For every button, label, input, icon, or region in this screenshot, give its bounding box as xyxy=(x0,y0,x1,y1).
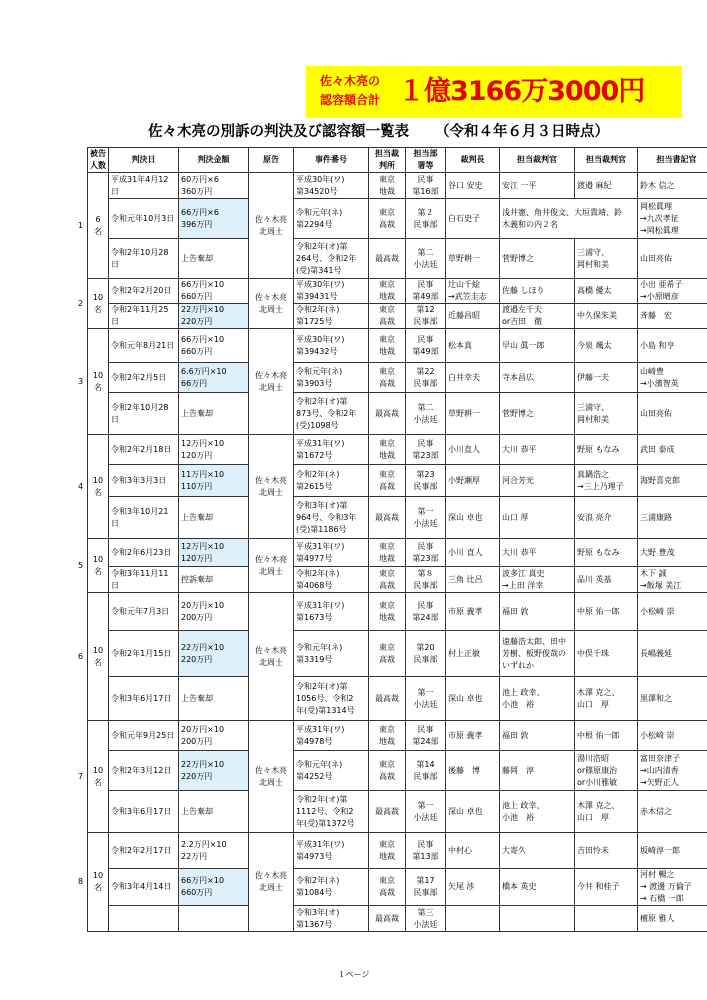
case-number: 平成31年(ワ) 第4973号 xyxy=(294,833,369,869)
group-index: 1 xyxy=(78,220,84,230)
judgment-date: 令和3年4月14日 xyxy=(109,869,179,906)
judge: 木澤 克之、 山口 厚 xyxy=(575,791,638,833)
clerk: 木下 誠 →飯塚 美江 xyxy=(638,567,707,593)
court: 東京 高裁 xyxy=(369,465,406,497)
presiding-judge: 深山 卓也 xyxy=(446,791,500,833)
court: 最高裁 xyxy=(369,393,406,435)
judge: 大川 恭平 xyxy=(500,435,575,465)
group-index: 7 xyxy=(78,771,84,781)
case-number: 令和2年(オ)第 264号、令和2年 (受)第341号 xyxy=(294,239,369,279)
department: 第２ 民事部 xyxy=(406,199,446,239)
court: 東京 地裁 xyxy=(369,435,406,465)
column-header: 裁判長 xyxy=(446,148,500,173)
judge: 安浪 亮介 xyxy=(575,497,638,539)
presiding-judge: 三角 比呂 xyxy=(446,567,500,593)
clerk: 山田亮佑 xyxy=(638,393,707,435)
banner-label-line1: 佐々木亮の xyxy=(319,74,380,88)
department: 民事 第49部 xyxy=(406,279,446,304)
judge: 早山 眞一郎 xyxy=(500,329,575,363)
clerk: 鈴木 信之 xyxy=(638,173,707,199)
table-row xyxy=(88,199,707,239)
judge: 寺本昌広 xyxy=(500,363,575,393)
department: 第22 民事部 xyxy=(406,363,446,393)
defendant-count: 10 名 xyxy=(92,645,104,667)
judge: 中久保朱美 xyxy=(575,304,638,329)
clerk: 赤木信之 xyxy=(638,791,707,833)
department: 第三 小法廷 xyxy=(406,906,446,932)
plaintiff: 佐々木亮 北周士 xyxy=(249,173,294,279)
judgment-amount: 66万円×10 660万円 xyxy=(179,279,249,304)
judge: 山口 厚 xyxy=(500,497,575,539)
department: 第二 小法廷 xyxy=(406,239,446,279)
court: 最高裁 xyxy=(369,677,406,721)
judge: 渡邉左千夫 or吉田 徹 xyxy=(500,304,575,329)
judgment-date: 令和3年10月21日 xyxy=(109,497,179,539)
judge: 橋本 英史 xyxy=(500,869,575,906)
defendant-count-cell xyxy=(78,593,109,721)
case-number: 平成31年(ワ) 第4978号 xyxy=(294,721,369,751)
judgment-date: 令和2年2月5日 xyxy=(109,363,179,393)
judge: 中俣千珠 xyxy=(575,631,638,677)
column-header: 被告 人数 xyxy=(88,148,109,173)
table-header-row xyxy=(88,148,707,173)
clerk: 小松崎 崇 xyxy=(638,593,707,631)
court: 東京 地裁 xyxy=(369,173,406,199)
defendant-count: 10 名 xyxy=(92,871,104,892)
defendant-count-cell xyxy=(78,329,109,435)
department: 民事 第13部 xyxy=(406,833,446,869)
group-index: 4 xyxy=(78,481,84,491)
clerk: 長嶋義延 xyxy=(638,631,707,677)
judgment-amount: 2.2万円×10 22万円 xyxy=(179,833,249,869)
presiding-judge: 市原 義孝 xyxy=(446,593,500,631)
judgment-amount: 上告棄却 xyxy=(179,677,249,721)
judge: 藤岡 淳 xyxy=(500,751,575,791)
department: 民事 第23部 xyxy=(406,435,446,465)
defendant-count-cell xyxy=(78,279,109,329)
column-header: 判決金額 xyxy=(179,148,249,173)
column-header: 事件番号 xyxy=(294,148,369,173)
presiding-judge: 小川 直人 xyxy=(446,539,500,567)
judgment-date: 令和2年11月25日 xyxy=(109,304,179,329)
case-number: 平成30年(ワ) 第39431号 xyxy=(294,279,369,304)
table-row xyxy=(88,173,707,199)
table-row xyxy=(88,567,707,593)
judge: 安江 一平 xyxy=(500,173,575,199)
court: 東京 地裁 xyxy=(369,721,406,751)
court: 東京 高裁 xyxy=(369,751,406,791)
department: 第20 民事部 xyxy=(406,631,446,677)
table-row xyxy=(88,906,707,932)
judgment-amount: 上告棄却 xyxy=(179,497,249,539)
clerk: 武田 泰成 xyxy=(638,435,707,465)
clerk: 海野喜克郎 xyxy=(638,465,707,497)
judgment-date: 令和2年10月28日 xyxy=(109,239,179,279)
presiding-judge: 村上正敏 xyxy=(446,631,500,677)
defendant-count: 10 名 xyxy=(92,475,104,497)
judgment-amount: 控訴棄却 xyxy=(179,567,249,593)
department: 民事 第24部 xyxy=(406,721,446,751)
group-index: 6 xyxy=(78,651,84,661)
judgment-date: 令和2年2月20日 xyxy=(109,279,179,304)
department: 第23 民事部 xyxy=(406,465,446,497)
judge: 河合芳光 xyxy=(500,465,575,497)
clerk: 小島 和亨 xyxy=(638,329,707,363)
judge: 池上 政幸、 小池 裕 xyxy=(500,791,575,833)
case-number: 令和3年(オ) 第1367号 xyxy=(294,906,369,932)
title-date: （令和４年６月３日時点） xyxy=(435,124,609,140)
court: 最高裁 xyxy=(369,906,406,932)
judgment-date: 令和3年3月3日 xyxy=(109,465,179,497)
court: 東京 高裁 xyxy=(369,199,406,239)
table-row xyxy=(88,304,707,329)
judgment-date: 令和3年11月11日 xyxy=(109,567,179,593)
plaintiff: 佐々木亮 北周士 xyxy=(249,833,294,932)
presiding-judge: 深山 卓也 xyxy=(446,497,500,539)
judge: 福田 敦 xyxy=(500,593,575,631)
table-row xyxy=(88,497,707,539)
plaintiff: 佐々木亮 北周士 xyxy=(249,279,294,329)
judge: 佐藤 しほり xyxy=(500,279,575,304)
judge: 高橋 優太 xyxy=(575,279,638,304)
clerk: 河村 暢之 → 渡邊 万倫子 → 石橋 一郎 xyxy=(638,869,707,906)
clerk: 富田奈津子 →山内清香 →矢野正人 xyxy=(638,751,707,791)
judgment-date: 令和元年10月3日 xyxy=(109,199,179,239)
column-header: 担当部 署等 xyxy=(406,148,446,173)
judge: 池上 政幸、 小池 裕 xyxy=(500,677,575,721)
judge: 大寄久 xyxy=(500,833,575,869)
case-number: 平成30年(ワ) 第34520号 xyxy=(294,173,369,199)
judgment-date: 平成31年4月12日 xyxy=(109,173,179,199)
department: 第17 民事部 xyxy=(406,869,446,906)
department: 第12 民事部 xyxy=(406,304,446,329)
court: 東京 高裁 xyxy=(369,869,406,906)
department: 第８ 民事部 xyxy=(406,567,446,593)
clerk: 黒澤和之 xyxy=(638,677,707,721)
case-number: 令和2年(オ)第 873号、令和2年 (受)1098号 xyxy=(294,393,369,435)
judgment-date: 令和元年9月25日 xyxy=(109,721,179,751)
group-index: 8 xyxy=(78,877,84,886)
table-row xyxy=(88,363,707,393)
presiding-judge: 草野耕一 xyxy=(446,239,500,279)
case-number: 令和2年(ネ) 第1725号 xyxy=(294,304,369,329)
judgment-date: 令和2年2月17日 xyxy=(109,833,179,869)
case-number: 令和元年(ネ) 第3319号 xyxy=(294,631,369,677)
judgment-amount: 上告棄却 xyxy=(179,239,249,279)
plaintiff: 佐々木亮 北周士 xyxy=(249,593,294,721)
case-number: 平成30年(ワ) 第39432号 xyxy=(294,329,369,363)
department: 第二 小法廷 xyxy=(406,393,446,435)
judgment-date: 令和2年2月18日 xyxy=(109,435,179,465)
judgment-date: 令和元年8月21日 xyxy=(109,329,179,363)
case-number: 令和3年(オ)第 964号、令和3年 (受)第1186号 xyxy=(294,497,369,539)
defendant-count: 10 名 xyxy=(92,292,104,314)
defendant-count-cell xyxy=(78,833,109,932)
column-header: 担当裁判官 xyxy=(500,148,575,173)
judgment-date: 令和元年7月3日 xyxy=(109,593,179,631)
judgment-date: 令和3年6月17日 xyxy=(109,791,179,833)
column-header: 原告 xyxy=(249,148,294,173)
case-number: 令和2年(オ)第 1056号、令和2 年(受)第1314号 xyxy=(294,677,369,721)
judgment-amount: 60万円×6 360万円 xyxy=(179,173,249,199)
judge: 浅井憲、角井俊文、大垣貴靖、鈴 木義和の内２名 xyxy=(500,199,638,239)
group-index: 3 xyxy=(78,376,84,386)
clerk: 三浦康路 xyxy=(638,497,707,539)
defendant-count: 10 名 xyxy=(92,554,104,576)
judgment-date: 令和3年6月17日 xyxy=(109,677,179,721)
case-number: 令和元年(ネ) 第2294号 xyxy=(294,199,369,239)
judgment-date: 令和2年1月15日 xyxy=(109,631,179,677)
judgment-amount: 11万円×10 110万円 xyxy=(179,465,249,497)
court: 東京 高裁 xyxy=(369,363,406,393)
department: 第一 小法廷 xyxy=(406,497,446,539)
table-row xyxy=(88,539,707,567)
title-main: 佐々木亮の別訴の判決及び認容額一覧表 xyxy=(148,124,409,140)
judge: 今井 和桂子 xyxy=(575,869,638,906)
group-index: 5 xyxy=(78,560,84,570)
court: 東京 地裁 xyxy=(369,279,406,304)
court: 東京 地裁 xyxy=(369,593,406,631)
defendant-count: 6 名 xyxy=(94,214,102,236)
court: 東京 地裁 xyxy=(369,833,406,869)
table-row xyxy=(88,721,707,751)
judgment-date: 令和2年6月23日 xyxy=(109,539,179,567)
court: 東京 高裁 xyxy=(369,304,406,329)
judge: 木澤 克之、 山口 厚 xyxy=(575,677,638,721)
table-row xyxy=(88,833,707,869)
judge: 中原 佑一郎 xyxy=(575,593,638,631)
presiding-judge: 小野瀬厚 xyxy=(446,465,500,497)
case-number: 令和元年(ネ) 第4252号 xyxy=(294,751,369,791)
table-row xyxy=(88,329,707,363)
judgment-date: 令和2年3月12日 xyxy=(109,751,179,791)
judge: 三浦守、 岡村和美 xyxy=(575,393,638,435)
table-row xyxy=(88,465,707,497)
defendant-count: 10 名 xyxy=(92,765,104,787)
presiding-judge: 後藤 博 xyxy=(446,751,500,791)
judge: 今泉 颯太 xyxy=(575,329,638,363)
judgment-amount: 22万円×10 220万円 xyxy=(179,304,249,329)
judge: 野原 もなみ xyxy=(575,435,638,465)
judgment-date xyxy=(109,906,179,932)
judge: 吉田怜未 xyxy=(575,833,638,869)
column-header: 判決日 xyxy=(109,148,179,173)
table-row xyxy=(88,869,707,906)
defendant-count-cell xyxy=(78,539,109,593)
defendant-count-cell xyxy=(78,435,109,539)
clerk: 小出 亜希子 →小原晴彦 xyxy=(638,279,707,304)
judgments-table xyxy=(78,147,707,932)
plaintiff: 佐々木亮 北周士 xyxy=(249,435,294,539)
case-number: 令和元年(ネ) 第3903号 xyxy=(294,363,369,393)
case-number: 令和2年(ネ) 第1084号 xyxy=(294,869,369,906)
judge: 野原 もなみ xyxy=(575,539,638,567)
presiding-judge xyxy=(446,906,500,932)
judgment-amount xyxy=(179,906,249,932)
defendant-count-cell xyxy=(78,173,109,279)
case-number: 平成31年(ワ) 第1673号 xyxy=(294,593,369,631)
court: 東京 地裁 xyxy=(369,329,406,363)
group-index: 2 xyxy=(78,298,84,308)
court: 東京 高裁 xyxy=(369,567,406,593)
judge: 渡邉 麻紀 xyxy=(575,173,638,199)
table-row xyxy=(88,279,707,304)
judge: 三浦守、 岡村和美 xyxy=(575,239,638,279)
column-header: 担当書記官 xyxy=(638,148,707,173)
clerk: 斉藤 宏 xyxy=(638,304,707,329)
case-number: 令和2年(オ)第 1112号、令和2 年(受)第1372号 xyxy=(294,791,369,833)
presiding-judge: 白石史子 xyxy=(446,199,500,239)
department: 民事 第23部 xyxy=(406,539,446,567)
presiding-judge: 市原 義孝 xyxy=(446,721,500,751)
presiding-judge: 草野耕一 xyxy=(446,393,500,435)
judgment-amount: 上告棄却 xyxy=(179,393,249,435)
case-number: 令和2年(ネ) 第4068号 xyxy=(294,567,369,593)
judge xyxy=(500,906,575,932)
page-number: １ページ xyxy=(337,970,370,979)
judge xyxy=(575,906,638,932)
department: 民事 第49部 xyxy=(406,329,446,363)
court: 最高裁 xyxy=(369,791,406,833)
plaintiff: 佐々木亮 北周士 xyxy=(249,721,294,833)
judge: 福田 敦 xyxy=(500,721,575,751)
department: 第一 小法廷 xyxy=(406,791,446,833)
table-row xyxy=(88,393,707,435)
court: 東京 高裁 xyxy=(369,631,406,677)
judge: 真鍋浩之 →三上乃理子 xyxy=(575,465,638,497)
judgment-amount: 6.6万円×10 66万円 xyxy=(179,363,249,393)
presiding-judge: 中村心 xyxy=(446,833,500,869)
plaintiff: 佐々木亮 北周士 xyxy=(249,329,294,435)
presiding-judge: 松本真 xyxy=(446,329,500,363)
clerk: 坂崎淳一郎 xyxy=(638,833,707,869)
case-number: 平成31年(ワ) 第1672号 xyxy=(294,435,369,465)
department: 民事 第24部 xyxy=(406,593,446,631)
clerk: 山崎豊 →小濱智英 xyxy=(638,363,707,393)
presiding-judge: 深山 卓也 xyxy=(446,677,500,721)
department: 第一 小法廷 xyxy=(406,677,446,721)
judgment-amount: 12万円×10 120万円 xyxy=(179,435,249,465)
department: 第14 民事部 xyxy=(406,751,446,791)
banner-label xyxy=(314,72,386,110)
judgment-date: 令和2年10月28日 xyxy=(109,393,179,435)
presiding-judge: 近藤昌昭 xyxy=(446,304,500,329)
court: 東京 地裁 xyxy=(369,539,406,567)
presiding-judge: 矢尾 渉 xyxy=(446,869,500,906)
judge: 菅野博之 xyxy=(500,239,575,279)
judgment-amount: 66万円×10 660万円 xyxy=(179,329,249,363)
judgment-amount: 22万円×10 220万円 xyxy=(179,631,249,677)
table-row xyxy=(88,677,707,721)
judgment-amount: 66万円×10 660万円 xyxy=(179,869,249,906)
total-amount-banner xyxy=(306,66,682,118)
page-title xyxy=(148,120,609,141)
defendant-count-cell xyxy=(78,721,109,833)
clerk: 山田亮佑 xyxy=(638,239,707,279)
judge: 遠藤浩太郎、田中 芳樹、板野俊哉の いずれか xyxy=(500,631,575,677)
judgment-amount: 22万円×10 220万円 xyxy=(179,751,249,791)
clerk: 岡松眞理 →九次孝征 →岡松眞理 xyxy=(638,199,707,239)
presiding-judge: 谷口 安史 xyxy=(446,173,500,199)
department: 民事 第16部 xyxy=(406,173,446,199)
judgment-amount: 12万円×10 120万円 xyxy=(179,539,249,567)
table-row xyxy=(88,435,707,465)
table-row xyxy=(88,631,707,677)
table-row xyxy=(88,791,707,833)
presiding-judge: 白井幸夫 xyxy=(446,363,500,393)
banner-label-line2: 認容額合計 xyxy=(319,93,380,107)
table-row xyxy=(88,239,707,279)
court: 最高裁 xyxy=(369,239,406,279)
case-number: 令和2年(ネ) 第2615号 xyxy=(294,465,369,497)
clerk: 小松崎 崇 xyxy=(638,721,707,751)
presiding-judge: 辻山千絵 →武笠圭志 xyxy=(446,279,500,304)
judge: 品川 英基 xyxy=(575,567,638,593)
judge: 波多江 真史 →上田 洋幸 xyxy=(500,567,575,593)
case-number: 平成31年(ワ) 第4977号 xyxy=(294,539,369,567)
clerk: 檀原 雅人 xyxy=(638,906,707,932)
judgment-amount: 20万円×10 200万円 xyxy=(179,721,249,751)
table-row xyxy=(88,593,707,631)
judge: 大川 恭平 xyxy=(500,539,575,567)
clerk: 大野 豊茂 xyxy=(638,539,707,567)
court: 最高裁 xyxy=(369,497,406,539)
plaintiff: 佐々木亮 北周士 xyxy=(249,539,294,593)
judge: 湯川浩昭 or篠原康治 or小川雅敏 xyxy=(575,751,638,791)
presiding-judge: 小川直人 xyxy=(446,435,500,465)
judge: 中根 佑一郎 xyxy=(575,721,638,751)
judgment-amount: 66万円×6 396万円 xyxy=(179,199,249,239)
table-row xyxy=(88,751,707,791)
column-header: 担当裁 判所 xyxy=(369,148,406,173)
banner-amount: １億3166万3000円 xyxy=(398,76,645,107)
judgment-amount: 20万円×10 200万円 xyxy=(179,593,249,631)
judgment-amount: 上告棄却 xyxy=(179,791,249,833)
judge: 菅野博之 xyxy=(500,393,575,435)
column-header: 担当裁判官 xyxy=(575,148,638,173)
judge: 伊藤一夫 xyxy=(575,363,638,393)
defendant-count: 10 名 xyxy=(92,370,104,392)
